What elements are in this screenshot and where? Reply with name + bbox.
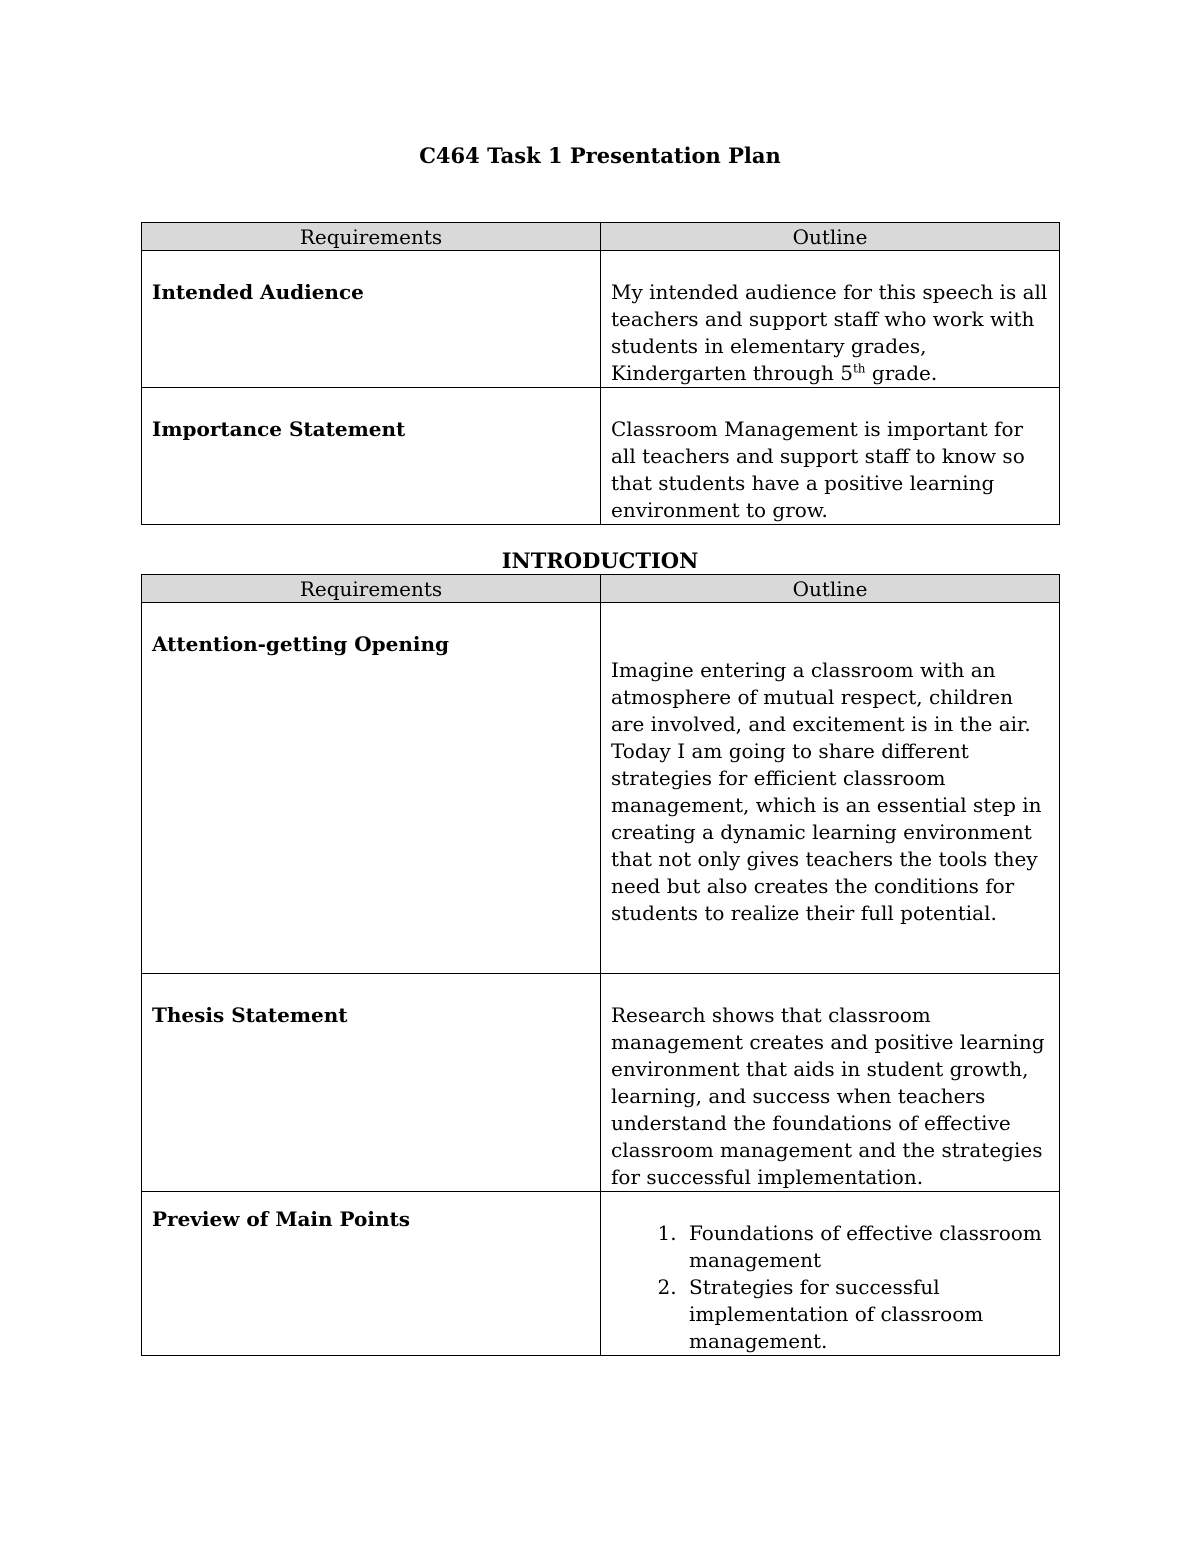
- outline-header: Outline: [601, 575, 1060, 603]
- row-label-intended-audience: Intended Audience: [142, 251, 601, 388]
- table-row: [142, 251, 1060, 388]
- requirements-header: Requirements: [142, 223, 601, 251]
- table-row: [142, 974, 1060, 1192]
- requirements-header: Requirements: [142, 575, 601, 603]
- row-label-attention-getting-opening: Attention-getting Opening: [142, 603, 601, 974]
- main-points-list: [611, 1220, 1049, 1355]
- document-title: C464 Task 1 Presentation Plan: [419, 143, 781, 168]
- row-outline-intended-audience: [601, 251, 1060, 388]
- row-label-preview-of-main-points: Preview of Main Points: [142, 1192, 601, 1356]
- row-outline-attention-getting-opening: Imagine entering a classroom with an atmosphere of mutual respect, children are involved, and excitement is in the air. Today I am going to share different strategies for efficient classroom management, which is an essential step in creating a dynamic learning environment that not only gives teachers the tools they need but also creates the conditions for students to realize their full potential.: [601, 603, 1060, 974]
- table-row: [142, 1192, 1060, 1356]
- introduction-table: [141, 574, 1060, 1356]
- table-row: [142, 388, 1060, 525]
- list-item: 1. Foundations of effective classroom management: [683, 1220, 1049, 1274]
- audience-table: [141, 222, 1060, 525]
- outline-text-end: grade.: [865, 361, 938, 385]
- list-item: 2. Strategies for successful implementation of classroom management.: [683, 1274, 1049, 1355]
- ordinal-suffix: th: [852, 361, 866, 376]
- row-outline-preview-of-main-points: [601, 1192, 1060, 1356]
- outline-text: My intended audience for this speech is all teachers and support staff who work with students in elementary grades, Kindergarten through 5: [611, 280, 1048, 385]
- table-header-row: [142, 223, 1060, 251]
- table-row: [142, 603, 1060, 974]
- outline-header: Outline: [601, 223, 1060, 251]
- row-outline-thesis-statement: Research shows that classroom management creates and positive learning environment that aids in student growth, learning, and success when teachers understand the foundations of effective classroom management and the strategies for successful implementation.: [601, 974, 1060, 1192]
- row-label-importance-statement: Importance Statement: [142, 388, 601, 525]
- table-header-row: [142, 575, 1060, 603]
- row-outline-importance-statement: Classroom Management is important for all teachers and support staff to know so that students have a positive learning environment to grow.: [601, 388, 1060, 525]
- section-heading-introduction: INTRODUCTION: [501, 548, 699, 573]
- row-label-thesis-statement: Thesis Statement: [142, 974, 601, 1192]
